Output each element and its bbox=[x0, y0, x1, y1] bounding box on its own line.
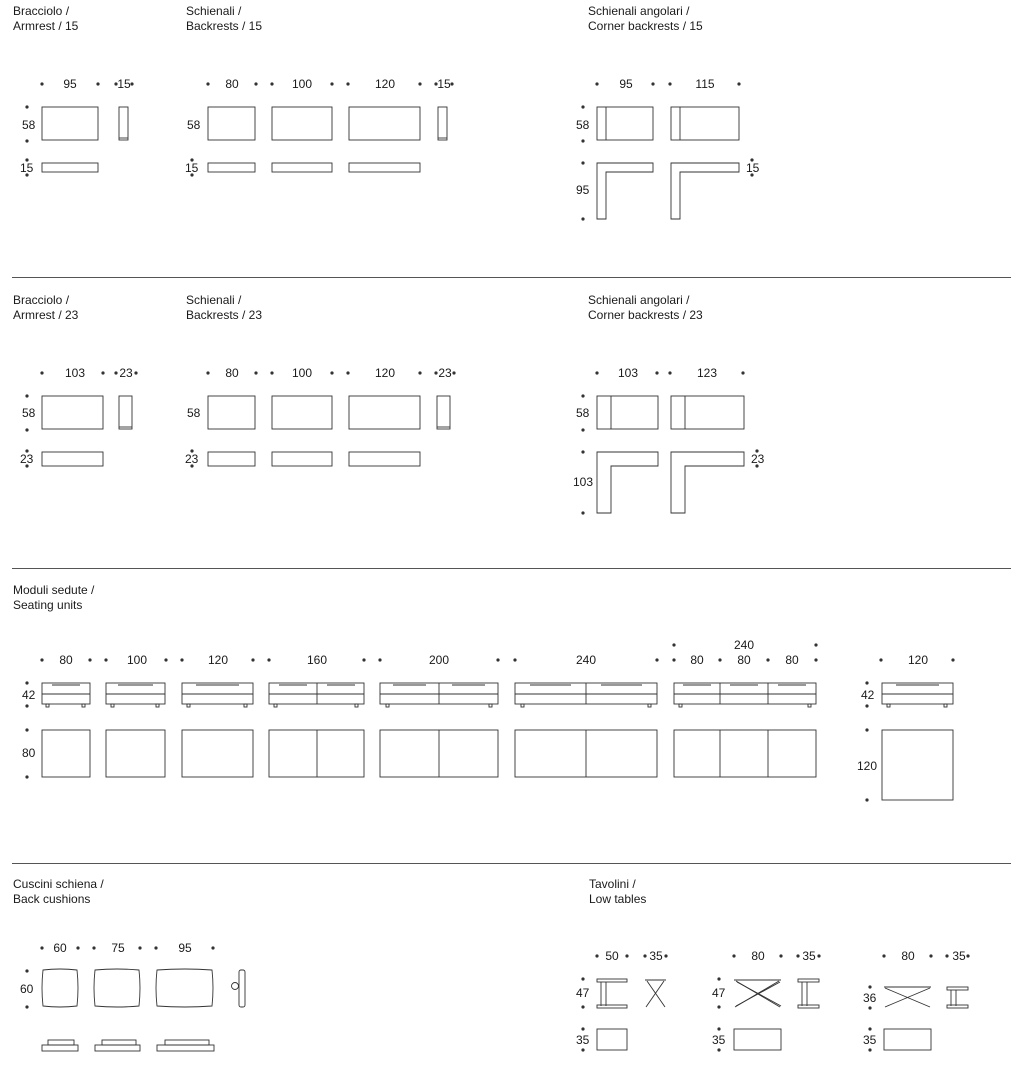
dim-width: 75 bbox=[111, 941, 125, 955]
armrest-side-view bbox=[119, 396, 132, 429]
backrest-120-top bbox=[349, 452, 420, 466]
backrest-120-top bbox=[349, 163, 420, 172]
dim-width: 120 bbox=[374, 77, 396, 91]
armrest-15-title: Bracciolo / Armrest / 15 bbox=[13, 4, 79, 33]
dim-thickness: 15 bbox=[437, 77, 451, 91]
dim-height: 47 bbox=[712, 986, 726, 1000]
armrest-side-view bbox=[119, 107, 128, 140]
dim-height: 58 bbox=[576, 118, 590, 132]
dim-height: 58 bbox=[22, 118, 36, 132]
corner-backrest-123-front bbox=[671, 396, 744, 429]
dim-depth: 15 bbox=[185, 161, 199, 175]
backrest-100-front bbox=[272, 107, 332, 140]
corner-backrests-23-group bbox=[573, 366, 765, 515]
dim-width: 95 bbox=[619, 77, 633, 91]
backrest-80-front bbox=[208, 107, 255, 140]
armrest-15-group bbox=[20, 77, 134, 177]
seat-80-top bbox=[42, 730, 90, 777]
dim-height: 58 bbox=[187, 118, 201, 132]
low-tables-group bbox=[576, 949, 970, 1052]
dim-width: 240 bbox=[575, 653, 597, 667]
back-cushion-60-top bbox=[42, 1040, 78, 1051]
dim-width: 80 bbox=[901, 949, 915, 963]
seat-80-front bbox=[42, 683, 90, 707]
table-80-low-front bbox=[884, 987, 931, 1007]
dim-width: 120 bbox=[207, 653, 229, 667]
seat-200-front bbox=[380, 683, 498, 707]
backrest-120-front bbox=[349, 396, 420, 429]
dim-height: 58 bbox=[187, 406, 201, 420]
dim-width: 103 bbox=[64, 366, 86, 380]
back-cushion-75-front bbox=[94, 969, 140, 1007]
back-cushions-title: Cuscini schiena / Back cushions bbox=[13, 877, 104, 906]
dim-plan-depth: 35 bbox=[576, 1033, 590, 1047]
table-50-side bbox=[645, 980, 666, 1007]
dim-width: 115 bbox=[695, 77, 715, 91]
dim-width: 160 bbox=[306, 653, 328, 667]
back-cushion-75-top bbox=[95, 1040, 140, 1051]
dim-thickness: 23 bbox=[438, 366, 452, 380]
dim-width: 100 bbox=[291, 366, 313, 380]
dim-depth: 23 bbox=[185, 452, 199, 466]
back-cushion-95-top bbox=[157, 1040, 214, 1051]
seating-units-title: Moduli sedute / Seating units bbox=[13, 583, 95, 612]
table-80-side bbox=[798, 979, 819, 1008]
table-50-top bbox=[597, 1029, 627, 1050]
dim-height: 58 bbox=[576, 406, 590, 420]
corner-backrest-115-front bbox=[671, 107, 739, 140]
dim-width: 120 bbox=[374, 366, 396, 380]
dim-depth: 35 bbox=[952, 949, 966, 963]
low-tables-title: Tavolini / Low tables bbox=[589, 877, 647, 906]
dim-thickness: 15 bbox=[746, 161, 760, 175]
backrest-80-top bbox=[208, 163, 255, 172]
dim-height: 58 bbox=[22, 406, 36, 420]
dim-height: 60 bbox=[20, 982, 34, 996]
armrest-front-view bbox=[42, 107, 98, 140]
dim-width: 80 bbox=[737, 653, 751, 667]
corner-backrest-115-top bbox=[671, 163, 739, 219]
dim-width: 95 bbox=[63, 77, 77, 91]
dim-width: 123 bbox=[696, 366, 718, 380]
seat-240-front bbox=[515, 683, 657, 707]
dim-depth: 35 bbox=[649, 949, 663, 963]
backrest-100-top bbox=[272, 163, 332, 172]
dim-height: 47 bbox=[576, 986, 590, 1000]
dim-plan-depth: 35 bbox=[712, 1033, 726, 1047]
armrest-23-group bbox=[20, 366, 138, 468]
armrest-23-title: Bracciolo / Armrest / 23 bbox=[13, 293, 79, 322]
dim-width: 80 bbox=[751, 949, 765, 963]
table-80-low-side bbox=[947, 987, 968, 1008]
back-cushions-group bbox=[20, 941, 245, 1051]
back-cushion-side bbox=[232, 970, 246, 1007]
armrest-front-view bbox=[42, 396, 103, 429]
dim-depth: 23 bbox=[20, 452, 34, 466]
dim-total-width: 240 bbox=[733, 638, 755, 652]
dim-depth: 15 bbox=[20, 161, 34, 175]
back-cushion-95-front bbox=[156, 969, 213, 1007]
backrest-80-front bbox=[208, 396, 255, 429]
armrest-top-view bbox=[42, 163, 98, 172]
backrest-100-front bbox=[272, 396, 332, 429]
backrest-side bbox=[437, 396, 450, 429]
table-50-front bbox=[597, 979, 627, 1008]
corner-backrest-95-front bbox=[597, 107, 653, 140]
table-80-top bbox=[734, 1029, 781, 1050]
dim-width: 100 bbox=[126, 653, 148, 667]
backrests-15-group bbox=[185, 77, 454, 177]
backrest-100-top bbox=[272, 452, 332, 466]
dim-width: 80 bbox=[785, 653, 799, 667]
back-cushion-60-front bbox=[42, 969, 78, 1007]
dim-depth: 103 bbox=[573, 475, 594, 489]
dim-depth: 80 bbox=[22, 746, 36, 760]
dim-depth: 120 bbox=[857, 759, 878, 773]
corner-backrests-15-title: Schienali angolari / Corner backrests / 15 bbox=[588, 4, 703, 33]
seat-160-front bbox=[269, 683, 364, 707]
corner-backrests-23-title: Schienali angolari / Corner backrests / 23 bbox=[588, 293, 703, 322]
dim-plan-depth: 35 bbox=[863, 1033, 877, 1047]
seat-120-front bbox=[182, 683, 253, 707]
seat-3x80-top bbox=[674, 730, 816, 777]
table-80-front bbox=[734, 980, 781, 1007]
corner-backrest-123-top bbox=[671, 452, 744, 513]
dim-width: 95 bbox=[178, 941, 192, 955]
backrests-23-group bbox=[185, 366, 456, 468]
dim-width: 60 bbox=[53, 941, 67, 955]
seat-100-front bbox=[106, 683, 165, 707]
dim-width: 80 bbox=[59, 653, 73, 667]
seat-120x120-front bbox=[882, 683, 953, 707]
dim-width: 80 bbox=[225, 77, 239, 91]
dim-width: 103 bbox=[617, 366, 639, 380]
seat-200-top bbox=[380, 730, 498, 777]
seat-240-top bbox=[515, 730, 657, 777]
table-80-low-top bbox=[884, 1029, 931, 1050]
corner-backrest-103-top bbox=[597, 452, 658, 513]
backrests-23-title: Schienali / Backrests / 23 bbox=[186, 293, 263, 322]
seat-120x120-top bbox=[882, 730, 953, 800]
seat-100-top bbox=[106, 730, 165, 777]
dim-width: 50 bbox=[605, 949, 619, 963]
dim-height: 36 bbox=[863, 991, 877, 1005]
seat-3x80-front bbox=[674, 683, 816, 707]
corner-backrest-103-front bbox=[597, 396, 658, 429]
backrest-80-top bbox=[208, 452, 255, 466]
seat-160-top bbox=[269, 730, 364, 777]
dim-height: 42 bbox=[861, 688, 875, 702]
dim-thickness: 15 bbox=[117, 77, 131, 91]
dim-width: 80 bbox=[690, 653, 704, 667]
corner-backrests-15-group bbox=[576, 77, 760, 221]
dim-thickness: 23 bbox=[119, 366, 133, 380]
dim-depth: 35 bbox=[802, 949, 816, 963]
armrest-top-view bbox=[42, 452, 103, 466]
dim-depth: 95 bbox=[576, 183, 590, 197]
dim-thickness: 23 bbox=[751, 452, 765, 466]
dim-height: 42 bbox=[22, 688, 36, 702]
dim-width: 120 bbox=[907, 653, 929, 667]
backrest-side bbox=[438, 107, 447, 140]
seat-120-top bbox=[182, 730, 253, 777]
dim-width: 200 bbox=[428, 653, 450, 667]
backrest-120-front bbox=[349, 107, 420, 140]
dim-width: 80 bbox=[225, 366, 239, 380]
dim-width: 100 bbox=[291, 77, 313, 91]
backrests-15-title: Schienali / Backrests / 15 bbox=[186, 4, 263, 33]
corner-backrest-95-top bbox=[597, 163, 653, 219]
seating-units-group bbox=[22, 638, 955, 802]
